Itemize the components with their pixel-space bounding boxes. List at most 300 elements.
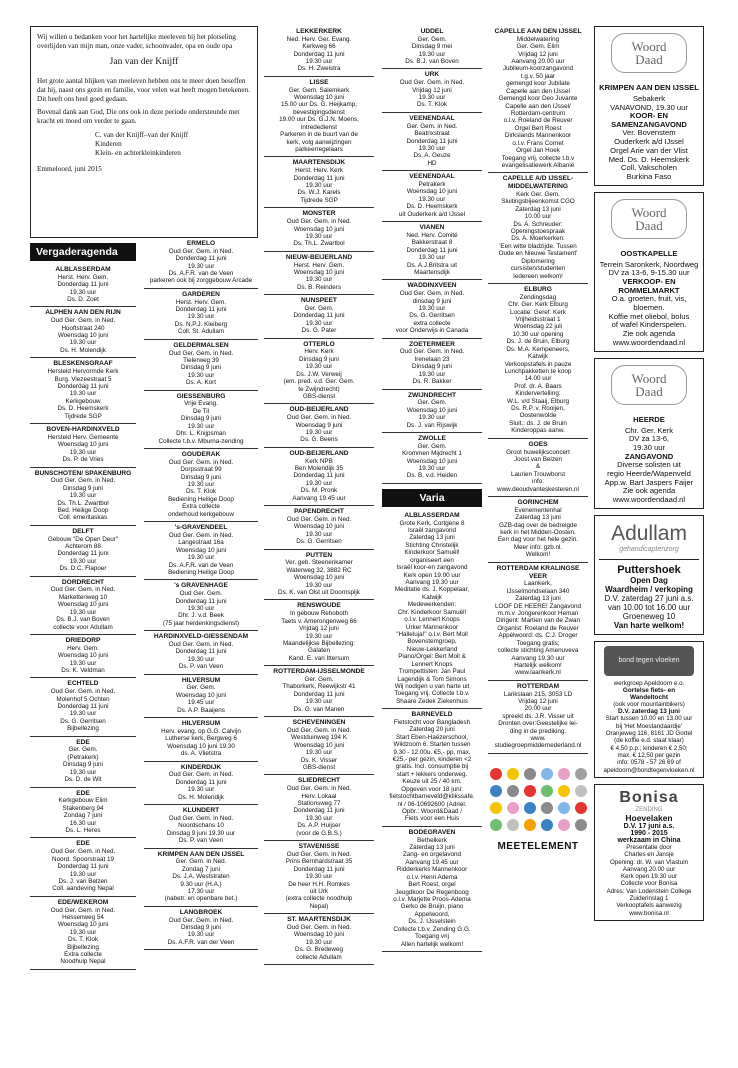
agenda-entry [30,635,136,678]
agenda-entry [264,252,374,295]
entry-line: Coll. emeritaskas [58,514,108,522]
entry-line: Ds. H. Zweistra [297,65,341,73]
entry-line: Dinsdag 9 juni [412,363,452,371]
entry-line: Donderdag 11 juni [175,306,227,314]
agenda-entry [488,284,588,439]
entry-line: Nieuw-Lekkerland [406,645,458,653]
entry-line: Ds. T. Klok [186,488,216,496]
entry-line: o.l.v. Lennert Knops [404,616,460,624]
entry-line: Oud Ger. Gem. in Ned. [168,814,234,822]
entry-line: Ben Molendijk 35 [294,465,344,473]
agenda-entry [264,208,374,251]
agenda-entry [488,681,588,754]
entry-line: 19.30 uur [69,928,97,936]
agenda-entry [264,600,374,666]
entry-line: Laurien Trouwborst [511,470,565,478]
entry-line: 19.30 uur [187,422,215,430]
entry-line: Zang- en orgelavond [402,851,462,859]
entry-line: Ned. Herv. Comité [406,231,458,239]
entry-place: RENSWOUDE [297,602,341,610]
entry-line: Extra collecte [64,951,102,959]
agenda-entry [264,506,374,549]
adullam-logo: Adullam [611,521,687,545]
entry-line: & [535,463,541,471]
agenda-entry [264,841,374,914]
entry-line: Lagendijk & Tom Simons [397,675,467,683]
entry-line: kerk in het Midden-Oosten. [500,529,576,537]
entry-line: Aanvang 19.45 uur [292,494,346,502]
entry-line: Toegang vrij. Collecte t.b.v. [394,690,470,698]
calibration-dot [541,785,553,797]
agenda-entry [264,404,374,447]
entry-line: Ger. Gem. [417,35,447,43]
entry-line: Oud Ger. Gem. in Ned. [168,458,234,466]
entry-line: Ger. Gem. [417,442,447,450]
entry-line: Bovenstemgroep, [407,638,457,646]
entry-line: Donderdag 11 juni [293,690,345,698]
entry-line: Irenelaan 23 [414,355,450,363]
entry-line: Herv. Gem. [67,644,99,652]
entry-place: DELFT [72,527,94,535]
agenda-entry [264,666,374,717]
entry-place: STAVENISSE [298,843,340,851]
entry-line: Woensdag 10 juni [293,741,345,749]
entry-line: bevestigingsdienst [293,108,345,116]
entry-line: www.deoudvanteskesteren.nl [497,485,579,493]
entry-line: Noodhulp Nepal [60,958,106,966]
agenda-entry [144,449,258,522]
entry-line: 19.30 uur [305,698,333,706]
entry-line: 19.00 uur Ds. G.J.N. Moens, [279,116,359,124]
entry-line: Woensdag 22 juli [513,323,563,331]
entry-line: kerk, volg aanwijzingen [286,138,352,146]
entry-line: Vrijdag 12 juni [518,697,558,705]
agenda-entry [382,827,482,952]
entry-line: Chr. Ger. Kerk Elburg [508,301,568,309]
entry-line: Ger. Gem. in Ned. [406,122,458,130]
entry-line: (Petrakerk) [67,753,99,761]
agenda-entry [264,26,374,77]
entry-line: Oud Ger. Gem. in Ned. [50,586,116,594]
entry-line: Oud Ger. Gem. in Ned. [50,906,116,914]
entry-line: Zaterdag 13 juni [515,514,561,522]
agenda-column-4 [382,26,482,1062]
entry-line: Oud Ger. Gem. in Ned. [168,349,234,357]
entry-line: Vrijdag 12 juni [299,625,339,633]
entry-line: Woensdag 10 juni [406,457,458,465]
entry-line: Hersteld Hervormde Kerk [47,368,119,376]
woord-en-daad-logo: Woord Daad [611,365,687,405]
entry-line: Donderdag 11 juni [293,312,345,320]
entry-line: Zondag 7 juni [181,865,221,873]
entry-line: Prof. dr. A. Baars [514,382,562,390]
entry-line: Ds. J.W. Verweij [296,370,342,378]
entry-line: Maandelijkse Bijbellezing: [282,639,356,647]
entry-line: 19.30 uur [418,465,446,473]
entry-line: Oud Ger. Gem. in Ned. [168,531,234,539]
entry-line: evangelisatiewerk Albanië [501,161,575,169]
agenda-entry [30,468,136,526]
thank-you-announcement [30,26,258,238]
entry-line: 19.30 uur [305,319,333,327]
agenda-entry [144,718,258,761]
agenda-entry [144,289,258,340]
entry-line: Donderdag 11 juni [57,382,109,390]
entry-line: Meditatie ds. J. Koppelaar, [394,586,470,594]
entry-line: 19.30 uur [305,873,333,881]
entry-line: Woensdag 10 juni [57,652,109,660]
entry-line: Allen hartelijk welkom! [400,940,464,948]
entry-line: Dorpsstraat 99 [180,466,222,474]
entry-line: Oud Ger. Gem. in Ned. [399,348,465,356]
entry-line: Herv. evang. op G.G. Calvijn [161,727,241,735]
calibration-dot [558,768,570,780]
entry-line: LOOF DE HEERE! Zangavond [494,602,582,610]
entry-line: voor Onderwijs in Canada [395,327,469,335]
entry-place: CAPELLE A/D IJSSEL-MIDDELWATERING [502,175,574,191]
entry-line: Woensdag 10 juni [57,601,109,609]
entry-line: 19.30 uur [418,144,446,152]
agenda-entry [382,69,482,112]
entry-line: Woensdag 10 juni 19.30 [167,742,235,750]
entry-line: Ds. B. v.d. Heiden [406,472,458,480]
entry-line: Ds. B.J. van Boven [56,616,110,624]
agenda-entry [264,550,374,601]
entry-line: o.l.v. Henri Adema [406,873,458,881]
entry-line: fietstochtbarneveld@klikssafe. [389,793,475,801]
entry-line: Evenementenhal [514,506,562,514]
entry-line: Woensdag 10 juni [406,188,458,196]
entry-line: Kerk open 19.00 uur [403,571,461,579]
woord-en-daad-ad-heerde: Woord Daad HEERDE Chr. Ger. Kerk DV za 13-6, 19.30 uur ZANGAVOND Diverse solisten uit regio Heerde/Wapenveld App.w. Bart Jaspers Faijer Zie ook agenda www.woordendaad.nl [594,358,704,509]
entry-line: 19.30 uur [187,554,215,562]
entry-line: 19.30 uur [418,94,446,102]
entry-line: Hooftstraat 240 [61,324,105,332]
entry-line: Ds. G. Gerritsen [296,538,342,546]
entry-line: Oude en Nieuwe Testament' [498,250,578,258]
entry-place: GORINCHEM [517,499,559,507]
entry-line: Dirigent: Martien van de Zwan [496,617,580,625]
agenda-entry [30,897,136,970]
entry-line: Ds. A. Moerkerken: [511,235,565,243]
entry-line: Ds. J. de Bruin, Elburg [506,338,570,346]
entry-line: Ds. N.P.J. Kleiberg [174,320,228,328]
entry-line: 9.30 - 12.00u. €5,- pp, max. [393,748,471,756]
entry-line: Ds. H. Molendijk [178,793,224,801]
bonisa-logo: Bonisa [619,788,679,806]
entry-line: Ds. R. Bakker [412,378,452,386]
entry-line: Woensdag 10 juni [293,523,345,531]
agenda-entry [488,26,588,173]
entry-line: Ger. Gem. [304,675,334,683]
entry-line: Stationsweg 77 [297,799,341,807]
entry-line: 19.30 uur [418,370,446,378]
entry-line: GBS-dienst [302,763,336,771]
entry-line: Piano/Orgel: Bert Moll & [398,653,466,661]
entry-line: Orgel Bert Roest [514,124,562,132]
entry-line: Dinsdag 9 juni 19.30 uur [166,829,236,837]
entry-line: Zaterdag 20 juni [409,726,455,734]
agenda-entry [382,26,482,69]
entry-line: €25,- per gezin, kinderen <2 [392,756,472,764]
entry-line: Donderdag 11 juni [57,550,109,558]
entry-line: Bediening Heilige Doop [168,568,234,576]
agenda-entry [144,340,258,391]
agenda-entry [264,77,374,158]
entry-line: 19.30 uur [187,604,215,612]
entry-line: Chr. Kinderkoor Samuël! [397,608,467,616]
entry-line: Donderdag 11 juni [57,281,109,289]
entry-line: Bert Roest, orgel [408,881,456,889]
entry-place: EDE [76,840,90,848]
entry-line: Donderdag 11 juni [175,648,227,656]
entry-place: GARDEREN [182,290,220,298]
entry-line: Oud Ger. Gem. in Ned. [50,848,116,856]
woord-en-daad-logo: Woord Daad [611,199,687,239]
entry-line: Oud Ger. Gem. in Ned. [286,923,352,931]
entry-line: Dinsdag 9 juni [181,923,221,931]
entry-line: Urker Mannenkoor [405,623,459,631]
calibration-dot [490,785,502,797]
entry-line: Ds. J. van Rijswijk [406,421,458,429]
entry-line: Ned. Herv. Ger. Evang. [286,35,352,43]
agenda-column-3 [264,26,374,1062]
entry-line: Ds. D. Zoet [67,296,99,304]
entry-line: Ds. M.A. Kempeneers, [506,345,570,353]
entry-line: W.L. v/d Staaij, Elburg [507,397,569,405]
entry-line: Ds. J.A. Weststraten [172,873,230,881]
entry-line: Dhr. L. Knijpsman [176,430,226,438]
entry-line: Ridderkerks Mannenkoor [396,866,468,874]
agenda-entry [30,264,136,307]
entry-line: 19.30 uur [69,608,97,616]
entry-line: 15.00 uur Ds. G. Heijkamp, [281,101,357,109]
entry-line: Galaten [307,647,331,655]
agenda-column-2 [144,238,258,1062]
calibration-dot [575,802,587,814]
calibration-dot [575,819,587,831]
entry-line: Jubileum-koorzangavond [502,65,574,73]
agenda-entry [264,448,374,506]
agenda-entry [30,737,136,788]
entry-line: IJsselmondselaan 340 [506,587,570,595]
entry-line: Laankerk, [524,580,552,588]
entry-line: Dinsdag 9 juni [63,484,103,492]
entry-line: Ds. T. Klok [68,936,98,944]
entry-line: collecte voor Adullam [53,623,113,631]
entry-line: Markettenweg 10 [58,593,108,601]
entry-line: Ger. Gem. [68,746,98,754]
entry-line: Ger. Gem. [417,399,447,407]
entry-place: GOES [528,440,548,448]
entry-line: De Til [192,407,210,415]
agenda-entry [144,631,258,674]
woord-en-daad-ad-krimpen: Woord Daad KRIMPEN AAN DEN IJSSEL Sebakerk VANAVOND, 19.30 uur KOOR- EN SAMENZANGAVOND Ver. Bovenstem Ouderkerk a/d IJssel Orgel Arie van der Vlist Med. Ds. D. Heemskerk Coll. Vakscholen Burkina Faso [594,26,704,186]
entry-line: Ds. Th.L. Zwartbol [57,499,109,507]
entry-line: Israël koor-en zangavond [396,564,468,572]
entry-line: Woensdag 10 juni [175,546,227,554]
entry-line: 20.00 uur [524,705,552,713]
entry-line: Oud Ger. Gem. in Ned. [399,79,465,87]
calibration-dot [575,785,587,797]
entry-line: Capelle aan den IJssel/ [505,102,571,110]
entry-place: EDE [76,738,90,746]
entry-line: Donderdag 11 juni [175,255,227,263]
entry-line: Ds. A. Kort [185,379,217,387]
agenda-entry [30,838,136,896]
bond-tegen-vloeken-ad: bond tegen vloeken werkgroep Apeldoorn e.o. Gortelse fiets- en Wandeltocht (ook voor mountainbikers) D.V. zaterdag 13 juni Start tussen 10.00 en 13.00 uur bij 'Het Moestandaardje' Oranjeweg 116, 8161 JD Gortel (de koffie e.d. staat klaar) € 4,50 p.p.; kinderen € 2,50; max. € 12,50 per gezin info: 0578 - 57 26 69 of apeldoorn@bondtegenvloeken.nl [594,641,704,778]
agenda-entry [144,580,258,631]
entry-line: Grote Kerk, Cortgene 8 [399,519,465,527]
agenda-entry [264,339,374,405]
agenda-entry [382,433,482,484]
entry-line: Aanvang 19.30 uur [511,654,565,662]
entry-line: Collecte t.b.v. Zending G.G. [393,925,471,933]
entry-line: Meer info: gzb.nl. [513,543,563,551]
entry-line: Zendingsdag [519,293,557,301]
entry-line: Toegang vrij, collecte t.b.v [501,154,575,162]
entry-line: 19.30 uur [69,339,97,347]
entry-line: Achterom 88 [65,542,101,550]
entry-line: Vrijdag 12 juni [518,50,558,58]
entry-place: ROTTERDAM KRALINGSE VEER [496,564,580,580]
entry-line: cursisten/studenten [510,265,566,273]
entry-line: onderhoud kerkgebouw [168,510,234,518]
agenda-entry [264,295,374,338]
agenda-entry [382,339,482,390]
entry-line: Donderdag 11 juni [293,472,345,480]
entry-place: UDDEL [420,28,444,35]
entry-line: Ds. D. de Wit [64,776,102,784]
entry-line: 19.30 uur [305,938,333,946]
entry-line: www.laankerk.nl [515,669,561,677]
entry-line: 19.30 uur [69,659,97,667]
entry-line: Woensdag 10 juni [57,921,109,929]
entry-line: Donderdag 11 juni [175,597,227,605]
entry-line: 19.30 uur [187,931,215,939]
entry-line: Dinsdag 9 juni [181,473,221,481]
woord-en-daad-logo: Woord Daad [611,33,687,73]
entry-line: Aanvang 19.30 uur [405,579,459,587]
entry-line: Tielerweg 39 [183,356,219,364]
entry-place: ROTTERDAM-IJSSELMONDE [273,668,365,676]
entry-line: Zaterdag 13 juni [409,534,455,542]
entry-line: Woensdag 10 juni [175,691,227,699]
agenda-entry [30,358,136,424]
entry-line: Ds. M. Pronk [300,487,338,495]
entry-line: Kinderkoor Samuël! [404,549,460,557]
entry-line: Ds. D.C. Flapoer [59,565,107,573]
entry-line: Ds. A.F.R. van der Veen [167,938,235,946]
calibration-dot [558,785,570,797]
entry-line: Dinsdag 9 mei [411,43,453,51]
calibration-dot [524,785,536,797]
calibration-dot [524,768,536,780]
entry-place: WADDINXVEEN [407,282,457,290]
entry-line: 19.30 uur [305,363,333,371]
entry-line: Oud Ger. Gem. [179,590,223,598]
woord-en-daad-ad-oostkapelle: Woord Daad OOSTKAPELLE Terrein Saronkerk, Noordweg DV za 13-6, 9-15.30 uur VERKOOP- EN ROMMELMARKT O.a. groeten, fruit, vis, bloemen. Koffie met oliebol, bolus of wafel Kinderspelen. Zie ook agenda www.woordendaad.nl [594,192,704,352]
entry-place: ERMELO [186,240,216,247]
entry-line: Medewerkenden: [407,601,457,609]
entry-line: 19.30 uur [187,262,215,270]
entry-line: Stakenberg 94 [62,804,104,812]
announcement-place-date: Emmeloord, juni 2015 [37,165,102,174]
entry-place: LISSE [309,78,329,86]
entry-line: Herst. Herv. Kerk [295,167,343,175]
agenda-entry [144,762,258,805]
agenda-entry [30,577,136,635]
entry-line: Orgel Jan Hoek [516,147,560,155]
entry-place: ALPHEN AAN DEN RIJN [45,309,121,317]
calibration-dot [524,819,536,831]
entry-line: Woensdag 10 juni [57,332,109,340]
entry-line: 19.45 uur [187,699,215,707]
agenda-entry [30,526,136,577]
agenda-entry [264,775,374,841]
agenda-entry [382,280,482,338]
entry-line: Zondag 7 juni [63,812,103,820]
agenda-entry [30,307,136,358]
entry-line: Nepal) [309,902,329,910]
entry-line: Oud Ger. Gem. in Ned. [286,850,352,858]
entry-line: Donderdag 11 juni [293,174,345,182]
agenda-entry [144,238,258,289]
entry-line: Ds. B. Reinders [296,283,342,291]
entry-line: dinsdag 9 juni [412,297,452,305]
entry-line: Kerk Ger. Gem. [516,190,560,198]
entry-line: (voor de G.B.S.) [296,829,342,837]
announcement-paragraph: Bovenal dank aan God, Die ons ook in deze periode ondersteunde met kracht en moed om verder te gaan. [37,108,240,126]
agenda-entry [264,914,374,965]
entry-line: Appelwoord, [414,910,450,918]
entry-line: Ds. K. Visser [300,756,338,764]
entry-place: 's-GRAVENDEEL [174,524,228,532]
entry-line: Ds. W.J. Karels [297,189,341,197]
entry-line: m.m.v. Jongerenkoor Heman [497,609,579,617]
entry-line: 19.30 uur [69,870,97,878]
entry-line: Ds. G. Gerritsen [60,717,106,725]
entry-line: organiseert een [410,556,454,564]
entry-line: Kindervertelling: [515,390,561,398]
entry-line: Extra collecte [182,503,220,511]
entry-line: start + lekkers onderweg. [396,770,468,778]
entry-line: 19.30 uur [305,429,333,436]
entry-place: CAPELLE AAN DEN IJSSEL [494,28,582,35]
entry-line: 19.30 uur [418,254,446,262]
entry-line: uit Urk [309,887,329,895]
entry-line: 19.30 uur [187,786,215,794]
entry-line: Herv. Kerk [304,348,334,356]
signature: C. van der Knijff–van der Knijff [95,131,189,140]
calibration-dot [575,768,587,780]
entry-place: 's GRAVENHAGE [174,582,228,590]
entry-line: Woensdag 10 juni [293,225,345,233]
entry-line: Ds. J. van Belzen [58,877,108,885]
entry-line: Hersteld Herv. Gemeente [47,433,119,441]
entry-place: NIEUW-BEIJERLAND [285,253,353,261]
entry-line: gemengd koor Jubilate [506,80,570,88]
entry-line: info: [532,478,544,486]
entry-line: De heer H.H. Romkes [288,880,350,888]
adullam-ad: Adullam gehandicaptenzorg Puttershoek Open Dag Waardheim / verkoping D.V. zaterdag 27 juni a.s. van 10.00 tot 16.00 uur Groeneweg 10 Van harte welkom! [594,515,704,635]
entry-line: Woensdag 10 juni [293,94,345,102]
entry-line: collecte Adullam [296,953,342,961]
entry-place: OUD-BEIJERLAND [289,406,349,414]
varia-column-5 [488,26,588,1062]
entry-line: (em. pred. v.d. Ger. Gem. [283,378,355,386]
entry-line: Ver. geb. Steenenkamer [285,559,353,567]
